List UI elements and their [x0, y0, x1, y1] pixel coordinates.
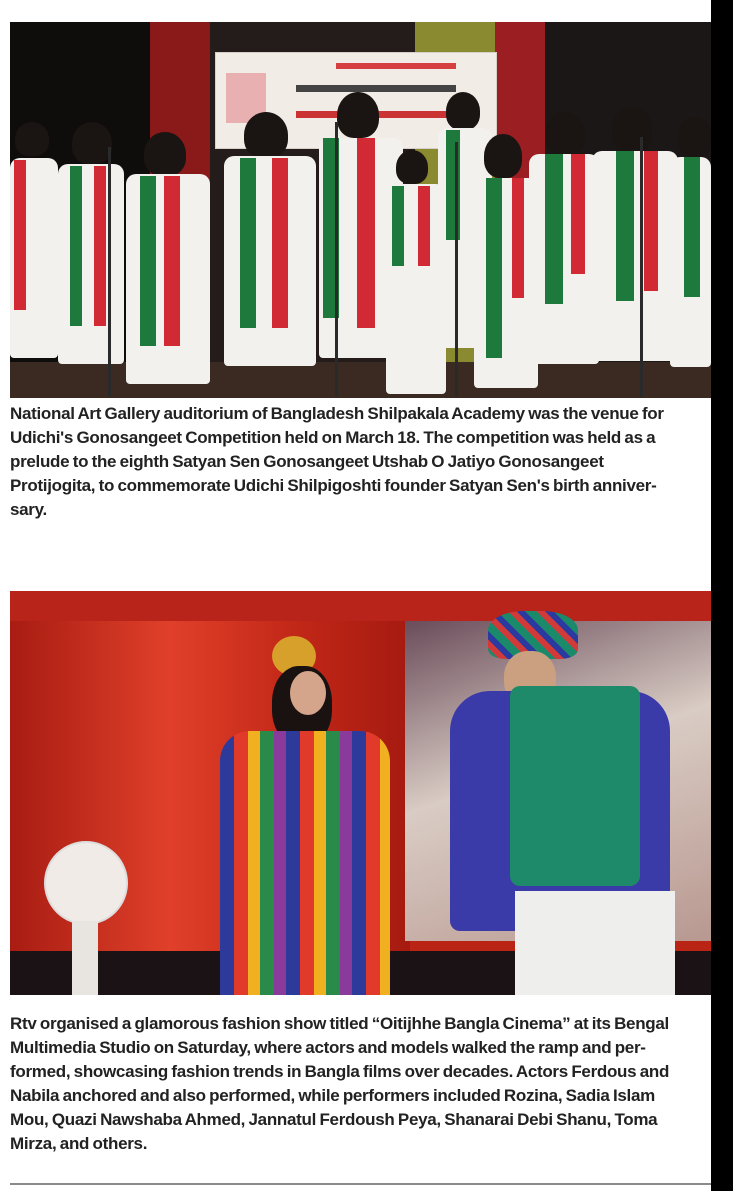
- caption-line: National Art Gallery auditorium of Bangladesh Shilpakala Academy was the venue for: [10, 404, 664, 423]
- event-logo-sign: [44, 841, 128, 925]
- podium-stand: [72, 921, 98, 995]
- microphone-stand: [335, 122, 338, 397]
- caption-line: formed, showcasing fashion trends in Bangla films over decades. Actors Ferdous and: [10, 1062, 670, 1081]
- performer-vest: [510, 686, 640, 886]
- caption-line: Rtv organised a glamorous fashion show titled “Oitijhhe Bangla Cinema” at its Bengal: [10, 1014, 669, 1033]
- microphone-stand: [108, 147, 111, 397]
- microphone-stand: [455, 142, 458, 397]
- performer-face: [290, 671, 326, 715]
- curtain-valance: [10, 591, 711, 621]
- fashion-show-caption: [10, 1012, 708, 1156]
- caption-line: Multimedia Studio on Saturday, where actors and models walked the ramp and per-: [10, 1038, 646, 1057]
- caption-line: Protijogita, to commemorate Udichi Shilpigoshti founder Satyan Sen's birth anniver-: [10, 476, 657, 495]
- caption-line: Mou, Quazi Nawshaba Ahmed, Jannatul Ferdoush Peya, Shanarai Debi Shanu, Toma: [10, 1110, 658, 1129]
- choir-photo-caption: [10, 402, 708, 522]
- microphone-stand: [640, 137, 643, 397]
- caption-line: prelude to the eighth Satyan Sen Gonosangeet Utshab O Jatiyo Gonosangeet: [10, 452, 604, 471]
- fashion-show-photo: [10, 591, 711, 995]
- choir-photo: [10, 22, 711, 398]
- stage-floor: [10, 362, 711, 398]
- divider-rule: [10, 1183, 711, 1185]
- performer-trousers: [515, 891, 675, 995]
- performer-dress: [220, 731, 390, 995]
- caption-line: Nabila anchored and also performed, while performers included Rozina, Sadia Islam: [10, 1086, 655, 1105]
- caption-line: Mirza, and others.: [10, 1134, 148, 1153]
- page-edge: [711, 0, 733, 1191]
- caption-line: Udichi's Gonosangeet Competition held on March 18. The competition was held as a: [10, 428, 656, 447]
- caption-line: sary.: [10, 500, 47, 519]
